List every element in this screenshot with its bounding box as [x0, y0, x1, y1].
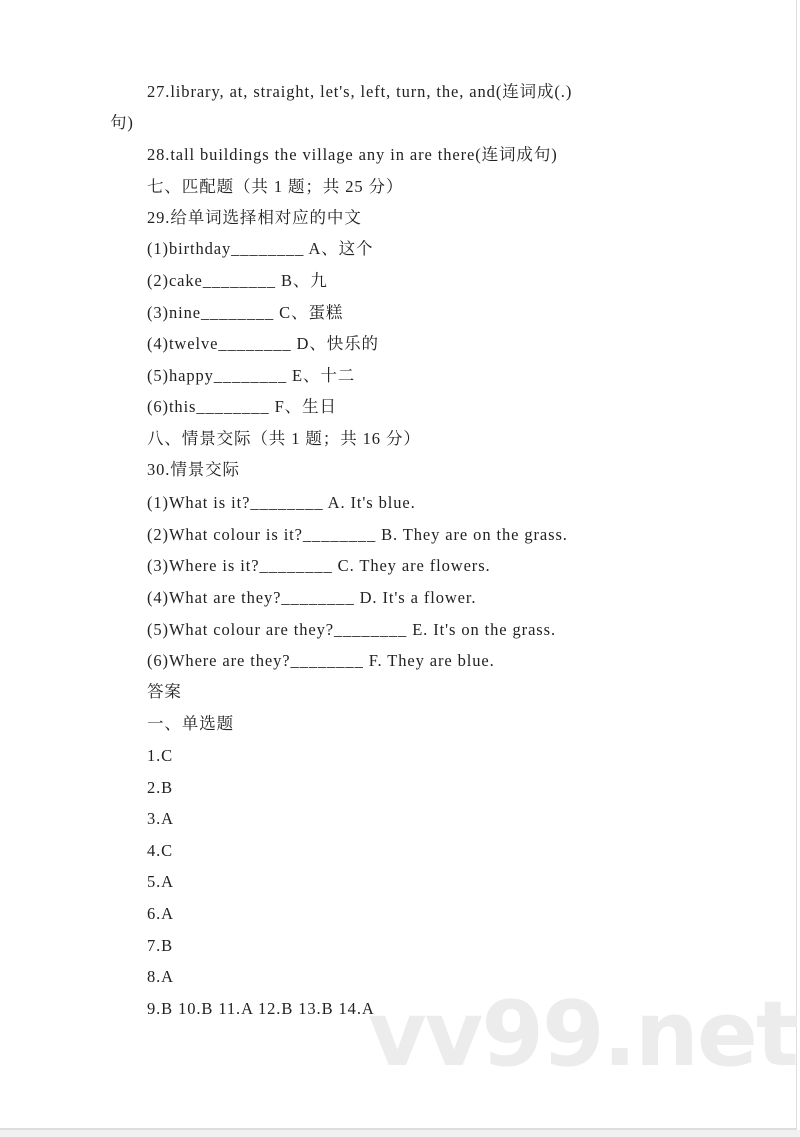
- dialogue-item: (1)What is it?________ A. It's blue.: [147, 493, 416, 512]
- dialogue-item: (2)What colour is it?________ B. They are on the grass.: [147, 525, 568, 544]
- section-8-heading: 八、情景交际（共 1 题；共 16 分）: [147, 429, 421, 448]
- question-29: 29.给单词选择相对应的中文: [147, 208, 362, 227]
- answer-item: 9.B 10.B 11.A 12.B 13.B 14.A: [147, 999, 375, 1018]
- answer-item: 2.B: [147, 778, 174, 797]
- match-item: (6)this________ F、生日: [147, 397, 337, 416]
- match-item: (3)nine________ C、蛋糕: [147, 303, 344, 322]
- question-27: 27.library, at, straight, let's, left, turn, the, and(连词成(.): [147, 82, 573, 101]
- question-27-continued: 句): [110, 113, 134, 132]
- answer-item: 1.C: [147, 746, 174, 765]
- match-item: (5)happy________ E、十二: [147, 366, 356, 385]
- dialogue-item: (4)What are they?________ D. It's a flower.: [147, 588, 477, 607]
- match-item: (4)twelve________ D、快乐的: [147, 334, 379, 353]
- match-item: (2)cake________ B、九: [147, 271, 328, 290]
- answer-item: 4.C: [147, 841, 174, 860]
- answer-item: 7.B: [147, 936, 174, 955]
- section-7-heading: 七、匹配题（共 1 题；共 25 分）: [147, 177, 404, 196]
- answer-item: 5.A: [147, 872, 174, 891]
- answers-heading: 答案: [147, 682, 182, 701]
- page-gap: [0, 1130, 800, 1137]
- dialogue-item: (5)What colour are they?________ E. It's on the grass.: [147, 620, 556, 639]
- match-item: (1)birthday________ A、这个: [147, 239, 374, 258]
- watermark: vv99.net: [368, 982, 797, 1087]
- dialogue-item: (6)Where are they?________ F. They are blue.: [147, 651, 495, 670]
- answer-item: 8.A: [147, 967, 174, 986]
- dialogue-item: (3)Where is it?________ C. They are flowers.: [147, 556, 491, 575]
- question-30: 30.情景交际: [147, 460, 240, 479]
- answer-item: 6.A: [147, 904, 174, 923]
- answers-section-1: 一、单选题: [147, 714, 234, 733]
- answer-item: 3.A: [147, 809, 174, 828]
- question-28: 28.tall buildings the village any in are there(连词成句): [147, 145, 558, 164]
